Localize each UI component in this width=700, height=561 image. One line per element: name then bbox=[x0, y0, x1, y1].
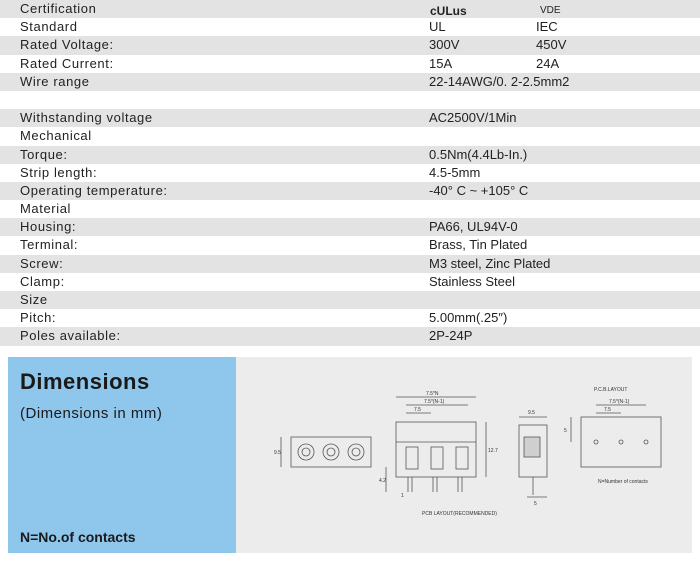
spec-row bbox=[0, 18, 700, 36]
spec-label: Strip length: bbox=[20, 164, 98, 180]
spec-row bbox=[0, 91, 700, 109]
top-pitch-label: 7.5 bbox=[414, 407, 421, 413]
screw-hole-3 bbox=[348, 444, 364, 460]
spec-label: Wire range bbox=[20, 73, 90, 89]
spec-value-1: 4.5-5mm bbox=[429, 164, 481, 180]
spec-label: Torque: bbox=[20, 146, 68, 162]
spec-value-2: 24A bbox=[536, 55, 560, 71]
spec-value-1: 5.00mm(.25″) bbox=[429, 310, 508, 326]
screw-hole-2 bbox=[323, 444, 339, 460]
dimensions-section bbox=[8, 357, 692, 553]
spec-label: Terminal: bbox=[20, 237, 79, 253]
front-view-body bbox=[291, 437, 371, 467]
pcb-note: N=Number of contacts bbox=[598, 479, 648, 485]
spec-label: Screw: bbox=[20, 255, 64, 271]
spec-row bbox=[0, 182, 700, 200]
spec-row bbox=[0, 109, 700, 127]
spec-label: Withstanding voltage bbox=[20, 110, 153, 126]
screw-hole-1 bbox=[298, 444, 314, 460]
spec-label: Rated Current: bbox=[20, 55, 114, 71]
spec-row bbox=[0, 236, 700, 254]
spec-value-1: 300V bbox=[429, 37, 460, 53]
spec-row bbox=[0, 55, 700, 73]
spec-label: Certification bbox=[20, 1, 97, 16]
front-height-label: 9.5 bbox=[274, 450, 281, 456]
top-total-label: 7.5*N bbox=[426, 391, 439, 397]
spec-label: Rated Voltage: bbox=[20, 37, 114, 53]
technical-drawing bbox=[236, 357, 692, 553]
pcb-title: P.C.B.LAYOUT bbox=[594, 387, 628, 393]
spec-value-1: AC2500V/1Min bbox=[429, 110, 517, 126]
pin-width-label: 1 bbox=[401, 493, 404, 499]
spec-value-1: 2P-24P bbox=[429, 328, 473, 344]
spec-value-2: IEC bbox=[536, 19, 558, 35]
contacts-note: N=No.of contacts bbox=[20, 529, 136, 545]
spec-label: Material bbox=[20, 201, 72, 217]
ul-logo: cULus bbox=[430, 4, 467, 18]
spec-value-1: 22-14AWG/0. 2-2.5mm2 bbox=[429, 73, 570, 89]
spec-label: Size bbox=[20, 292, 48, 307]
spec-row bbox=[0, 146, 700, 164]
spec-value-1: -40° C ~ +105° C bbox=[429, 182, 529, 198]
spec-value-1: 0.5Nm(4.4Lb-In.) bbox=[429, 146, 528, 162]
spec-value-1: 15A bbox=[429, 55, 453, 71]
side-width-label: 9.5 bbox=[528, 410, 535, 416]
spec-row bbox=[0, 200, 700, 218]
pcb-height-label: 5 bbox=[564, 428, 567, 434]
spec-label: Mechanical bbox=[20, 128, 92, 144]
spec-label: Housing: bbox=[20, 219, 77, 235]
dimensions-panel bbox=[8, 357, 236, 553]
pin-length-label: 4.2 bbox=[379, 478, 386, 484]
pcb-inner-label: 7.5*(N-1) bbox=[609, 399, 630, 405]
spec-row bbox=[0, 291, 700, 309]
spec-value-1: PA66, UL94V-0 bbox=[429, 219, 518, 235]
spec-value-1: UL bbox=[429, 19, 446, 35]
drawing-svg bbox=[236, 357, 692, 553]
top-inner-label: 7.5*(N-1) bbox=[424, 399, 445, 405]
pcb-layout bbox=[581, 417, 661, 467]
pcb-caption: PCB LAYOUT(RECOMMENDED) bbox=[422, 511, 497, 517]
dimensions-subtitle: (Dimensions in mm) bbox=[20, 405, 163, 422]
dimensions-title: Dimensions bbox=[20, 369, 150, 394]
spec-label: Clamp: bbox=[20, 273, 65, 289]
spec-value-2: 450V bbox=[536, 37, 567, 53]
spec-label: Poles available: bbox=[20, 328, 121, 344]
spec-row bbox=[0, 309, 700, 327]
spec-row bbox=[0, 255, 700, 273]
spec-label: Standard bbox=[20, 19, 78, 35]
spec-row bbox=[0, 127, 700, 145]
spec-row bbox=[0, 164, 700, 182]
spec-value-1: Brass, Tin Plated bbox=[429, 237, 528, 253]
pcb-pitch-label: 7.5 bbox=[604, 407, 611, 413]
spec-row bbox=[0, 273, 700, 291]
side-pin-label: 5 bbox=[534, 501, 537, 507]
spec-value-1: M3 steel, Zinc Plated bbox=[429, 255, 551, 271]
spec-row bbox=[0, 36, 700, 54]
spec-row bbox=[0, 0, 700, 18]
spec-label: Operating temperature: bbox=[20, 182, 168, 198]
side-height-label: 12.7 bbox=[488, 448, 498, 454]
spec-label: Pitch: bbox=[20, 310, 57, 326]
vde-logo: VDE bbox=[540, 5, 561, 16]
spec-value-1: Stainless Steel bbox=[429, 273, 515, 289]
spec-row bbox=[0, 73, 700, 91]
spec-row bbox=[0, 218, 700, 236]
spec-row bbox=[0, 327, 700, 345]
